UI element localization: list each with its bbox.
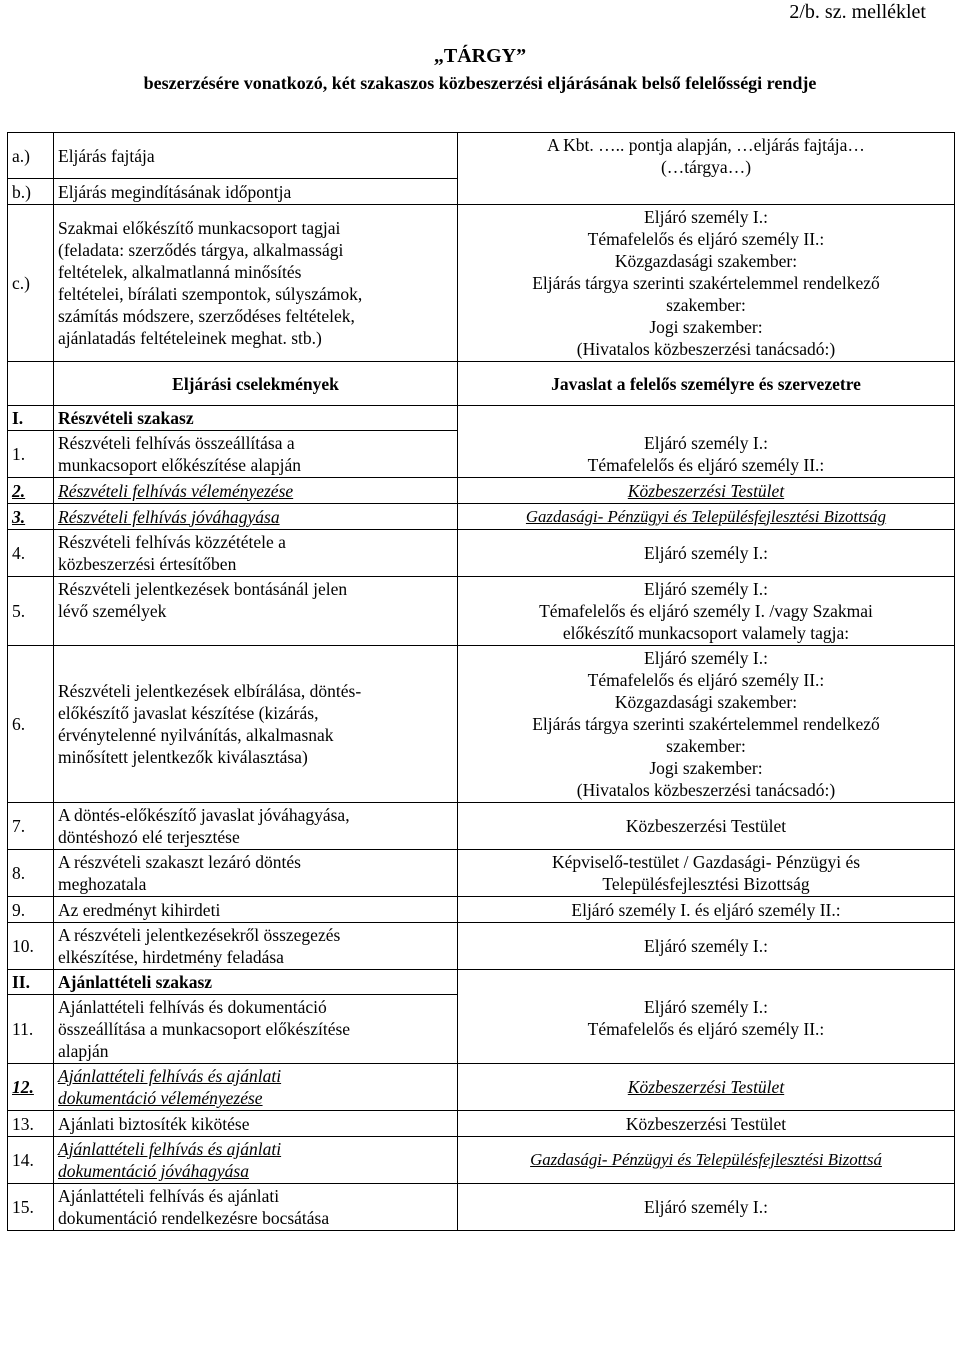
row-number: 5. — [8, 577, 54, 646]
responsibility-table — [7, 132, 955, 1231]
row-number: 11. — [8, 995, 54, 1064]
table-row — [8, 205, 955, 362]
text-line: Eljáró személy I.: — [644, 207, 768, 227]
text-line: dokumentáció jóváhagyása — [58, 1161, 249, 1181]
section-title: Ajánlattételi szakasz — [54, 970, 458, 995]
action-cell — [54, 803, 458, 850]
responsible-cell: Közbeszerzési Testület — [458, 478, 955, 504]
table-row — [8, 1064, 955, 1111]
text-line: A részvételi szakaszt lezáró döntés — [58, 852, 301, 872]
row-number: 13. — [8, 1111, 54, 1137]
text-line: A Kbt. ….. pontja alapján, …eljárás fajtája… — [547, 135, 865, 155]
table-row — [8, 803, 955, 850]
empty-cell — [458, 406, 955, 431]
table-row — [8, 850, 955, 897]
table-row — [8, 577, 955, 646]
action-cell — [54, 530, 458, 577]
row-number: 3. — [8, 504, 54, 530]
table-row — [8, 1184, 955, 1231]
text-line: előkészítő javaslat készítése (kizárás, — [58, 703, 319, 723]
empty-cell — [8, 362, 54, 406]
action-cell — [54, 995, 458, 1064]
column-header-responsible: Javaslat a felelős személyre és szervezetre — [458, 362, 955, 406]
procedure-type-label: Eljárás fajtája — [54, 133, 458, 179]
text-line: A döntés-előkészítő javaslat jóváhagyása, — [58, 805, 350, 825]
table-row — [8, 133, 955, 179]
document-title: „TÁRGY” — [433, 45, 527, 67]
text-line: számítás módszere, szerződéses feltételek, — [58, 306, 355, 326]
table-row — [8, 646, 955, 803]
text-line: (Hivatalos közbeszerzési tanácsadó:) — [576, 780, 836, 800]
text-line: Részvételi felhívás összeállítása a — [58, 433, 295, 453]
row-number: 14. — [8, 1137, 54, 1184]
table-row — [8, 897, 955, 923]
text-line: dokumentáció véleményezése — [58, 1088, 263, 1108]
action-cell: Az eredményt kihirdeti — [54, 897, 458, 923]
text-line: Eljáró személy I.: — [644, 648, 768, 668]
text-line: összeállítása a munkacsoport előkészítése — [58, 1019, 351, 1039]
text-line: Jogi szakember: — [649, 317, 763, 337]
column-header-row — [8, 362, 955, 406]
text-line: feltételek, alkalmatlanná minősítés — [58, 262, 302, 282]
text-line: közbeszerzési értesítőben — [58, 554, 237, 574]
row-number: 7. — [8, 803, 54, 850]
text-line: feltételei, bírálati szempontok, súlyszámok, — [58, 284, 363, 304]
row-number: 4. — [8, 530, 54, 577]
row-number: 12. — [8, 1064, 54, 1111]
text-line: ajánlatadás feltételeinek meghat. stb.) — [58, 328, 322, 348]
text-line: Közgazdasági szakember: — [614, 692, 798, 712]
action-cell — [54, 850, 458, 897]
text-line: szakember: — [666, 736, 746, 756]
text-line: érvénytelenné nyilvánítás, alkalmasnak — [58, 725, 334, 745]
section-row — [8, 970, 955, 995]
text-line: minősített jelentkezők kiválasztása) — [58, 747, 308, 767]
text-line: Eljáró személy I.: — [644, 432, 768, 453]
text-line: Eljáró személy I.: — [644, 996, 768, 1017]
text-line: Szakmai előkészítő munkacsoport tagjai — [58, 218, 341, 238]
working-group-members — [458, 205, 955, 362]
responsible-cell: Gazdasági- Pénzügyi és Településfejlesztési Bizottság — [458, 504, 955, 530]
section-number: I. — [8, 406, 54, 431]
table-row — [8, 923, 955, 970]
text-line: Képviselő-testület / Gazdasági- Pénzügyi és — [551, 852, 861, 872]
action-cell — [54, 1064, 458, 1111]
action-cell — [54, 923, 458, 970]
action-cell — [54, 1137, 458, 1184]
text-line: lévő személyek — [58, 601, 167, 621]
column-header-actions: Eljárási cselekmények — [54, 362, 458, 406]
text-line: Részvételi felhívás közzététele a — [58, 532, 286, 552]
text-line: Eljárás tárgya szerinti szakértelemmel rendelkező — [532, 273, 880, 293]
text-line: Településfejlesztési Bizottság — [602, 874, 810, 894]
text-line: Ajánlattételi felhívás és ajánlati — [58, 1066, 282, 1086]
text-line: Témafelelős és eljáró személy II.: — [587, 454, 825, 475]
text-line: (…tárgya…) — [660, 157, 752, 177]
text-line: Jogi szakember: — [649, 758, 763, 778]
row-number: 15. — [8, 1184, 54, 1231]
text-line: Témafelelős és eljáró személy II.: — [587, 1018, 825, 1039]
working-group-label — [54, 205, 458, 362]
start-date-label: Eljárás megindításának időpontja — [54, 179, 458, 205]
responsible-cell: Közbeszerzési Testület — [458, 1064, 955, 1111]
text-line: Ajánlattételi felhívás és dokumentáció — [58, 997, 327, 1017]
row-number: 2. — [8, 478, 54, 504]
table-row — [8, 1137, 955, 1184]
responsible-cell: Eljáró személy I.: — [458, 530, 955, 577]
section-number: II. — [8, 970, 54, 995]
procedure-type-value — [458, 133, 955, 205]
action-cell — [54, 646, 458, 803]
action-cell: Ajánlati biztosíték kikötése — [54, 1111, 458, 1137]
text-line: meghozatala — [58, 874, 147, 894]
row-number: 6. — [8, 646, 54, 803]
text-line: előkészítő munkacsoport valamely tagja: — [562, 623, 850, 643]
text-line: dokumentáció rendelkezésre bocsátása — [58, 1208, 330, 1228]
text-line: Eljárás tárgya szerinti szakértelemmel rendelkező — [532, 714, 880, 734]
table-row — [8, 1111, 955, 1137]
empty-cell — [458, 970, 955, 995]
text-line: Közgazdasági szakember: — [614, 251, 798, 271]
responsible-cell: Közbeszerzési Testület — [458, 803, 955, 850]
responsible-cell: Eljáró személy I.: — [458, 1184, 955, 1231]
responsible-cell: Gazdasági- Pénzügyi és Településfejlesztési Bizottsá — [458, 1137, 955, 1184]
text-line: munkacsoport előkészítése alapján — [58, 455, 301, 475]
text-line: elkészítése, hirdetmény feladása — [58, 947, 284, 967]
annex-label: 2/b. sz. melléklet — [789, 1, 926, 23]
row-number: 8. — [8, 850, 54, 897]
row-number: a.) — [8, 133, 54, 179]
table-row — [8, 530, 955, 577]
text-line: alapján — [58, 1041, 109, 1061]
row-number: 9. — [8, 897, 54, 923]
text-line: Témafelelős és eljáró személy II.: — [587, 229, 825, 249]
table-row — [8, 504, 955, 530]
responsible-cell — [458, 995, 955, 1064]
text-line: szakember: — [666, 295, 746, 315]
action-cell: Részvételi felhívás jóváhagyása — [54, 504, 458, 530]
row-number: b.) — [8, 179, 54, 205]
responsible-cell — [458, 850, 955, 897]
row-number: 1. — [8, 431, 54, 478]
text-line: Részvételi jelentkezések elbírálása, döntés- — [58, 681, 362, 701]
document-subtitle: beszerzésére vonatkozó, két szakaszos közbeszerzési eljárásának belső felelősségi rendje — [143, 73, 817, 93]
responsible-cell — [458, 431, 955, 478]
section-row — [8, 406, 955, 431]
text-line: (Hivatalos közbeszerzési tanácsadó:) — [576, 339, 836, 359]
responsible-cell: Eljáró személy I.: — [458, 923, 955, 970]
row-number: c.) — [8, 205, 54, 362]
table-row — [8, 995, 955, 1064]
text-line: Témafelelős és eljáró személy II.: — [587, 670, 825, 690]
text-line: Eljáró személy I.: — [644, 579, 768, 599]
action-cell — [54, 431, 458, 478]
responsible-cell: Közbeszerzési Testület — [458, 1111, 955, 1137]
action-cell: Részvételi felhívás véleményezése — [54, 478, 458, 504]
text-line: A részvételi jelentkezésekről összegezés — [58, 925, 341, 945]
text-line: (feladata: szerződés tárgya, alkalmassági — [58, 240, 344, 260]
text-line: Részvételi jelentkezések bontásánál jelen — [58, 579, 348, 599]
text-line: Témafelelős és eljáró személy I. /vagy Szakmai — [539, 601, 873, 621]
row-number: 10. — [8, 923, 54, 970]
text-line: döntéshozó elé terjesztése — [58, 827, 240, 847]
action-cell — [54, 577, 458, 646]
text-line: Ajánlattételi felhívás és ajánlati — [58, 1186, 280, 1206]
action-cell — [54, 1184, 458, 1231]
section-title: Részvételi szakasz — [54, 406, 458, 431]
table-row — [8, 478, 955, 504]
responsible-cell: Eljáró személy I. és eljáró személy II.: — [458, 897, 955, 923]
responsible-cell — [458, 577, 955, 646]
responsible-cell — [458, 646, 955, 803]
table-row — [8, 431, 955, 478]
text-line: Ajánlattételi felhívás és ajánlati — [58, 1139, 282, 1159]
